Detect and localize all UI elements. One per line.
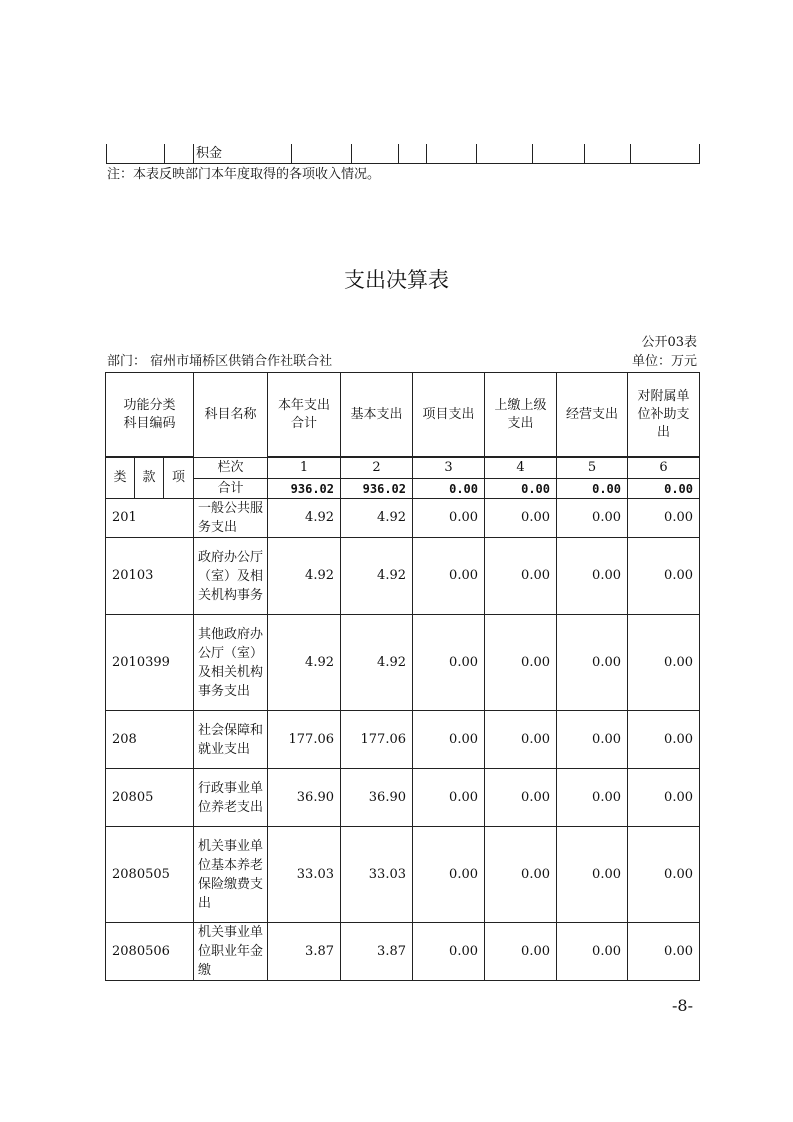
header-col-6: 6 xyxy=(628,458,700,479)
row-name: 一般公共服务支出 xyxy=(194,499,268,538)
fragment-cell xyxy=(292,144,352,164)
row-name: 行政事业单位养老支出 xyxy=(194,769,268,827)
sum-value: 936.02 xyxy=(268,479,341,499)
row-value: 0.00 xyxy=(628,827,700,923)
fragment-cell xyxy=(427,144,477,164)
fragment-cell xyxy=(165,144,194,164)
row-value: 0.00 xyxy=(485,615,557,711)
row-name: 社会保障和就业支出 xyxy=(194,711,268,769)
unit-label: 单位：万元 xyxy=(631,354,697,369)
header-col-1: 1 xyxy=(268,458,341,479)
fragment-cell xyxy=(585,144,631,164)
row-value: 0.00 xyxy=(557,769,628,827)
sum-value: 0.00 xyxy=(557,479,628,499)
row-name: 机关事业单位基本养老保险缴费支出 xyxy=(194,827,268,923)
header-lei: 类 xyxy=(106,458,135,499)
row-code: 20103 xyxy=(106,538,194,615)
row-value: 3.87 xyxy=(341,923,413,981)
page-number: -8- xyxy=(672,996,693,1015)
row-value: 0.00 xyxy=(413,769,485,827)
fragment-cell xyxy=(477,144,533,164)
fragment-cell xyxy=(399,144,427,164)
row-value: 4.92 xyxy=(341,615,413,711)
table-row xyxy=(106,769,700,827)
fragment-cell xyxy=(352,144,399,164)
row-name: 其他政府办公厅（室）及相关机构事务支出 xyxy=(194,615,268,711)
row-value: 4.92 xyxy=(268,538,341,615)
fragment-cell-text: 积金 xyxy=(194,144,292,164)
row-value: 4.92 xyxy=(341,538,413,615)
row-code: 2080505 xyxy=(106,827,194,923)
row-code: 20805 xyxy=(106,769,194,827)
header-col-4: 4 xyxy=(485,458,557,479)
header-total: 本年支出合计 xyxy=(268,373,341,457)
header-project: 项目支出 xyxy=(413,373,485,457)
fragment-cell xyxy=(533,144,585,164)
row-code: 2080506 xyxy=(106,923,194,981)
row-value: 0.00 xyxy=(485,499,557,538)
row-value: 4.92 xyxy=(268,499,341,538)
expenditure-table xyxy=(105,372,699,981)
row-value: 0.00 xyxy=(485,827,557,923)
row-value: 0.00 xyxy=(485,769,557,827)
row-name: 政府办公厅（室）及相关机构事务 xyxy=(194,538,268,615)
header-kuan: 款 xyxy=(135,458,164,499)
row-value: 0.00 xyxy=(557,827,628,923)
row-value: 4.92 xyxy=(268,615,341,711)
fragment-cell xyxy=(107,144,165,164)
row-value: 0.00 xyxy=(485,711,557,769)
row-code: 201 xyxy=(106,499,194,538)
sum-value: 0.00 xyxy=(485,479,557,499)
row-value: 0.00 xyxy=(413,827,485,923)
department-label: 部门： 宿州市埇桥区供销合作社联合社 xyxy=(107,354,333,369)
table-row xyxy=(106,711,700,769)
previous-table-fragment xyxy=(106,144,699,164)
header-col-2: 2 xyxy=(341,458,413,479)
row-value: 0.00 xyxy=(557,615,628,711)
row-value: 33.03 xyxy=(268,827,341,923)
row-value: 0.00 xyxy=(485,538,557,615)
table-row xyxy=(106,499,700,538)
row-value: 0.00 xyxy=(413,711,485,769)
row-value: 177.06 xyxy=(341,711,413,769)
row-value: 0.00 xyxy=(557,923,628,981)
table-row xyxy=(106,923,700,981)
header-xiang: 项 xyxy=(164,458,194,499)
header-business: 经营支出 xyxy=(557,373,628,457)
table-note: 注：本表反映部门本年度取得的各项收入情况。 xyxy=(107,167,381,182)
row-code: 208 xyxy=(106,711,194,769)
table-row xyxy=(106,615,700,711)
header-func-code: 功能分类科目编码 xyxy=(106,373,194,457)
header-col-3: 3 xyxy=(413,458,485,479)
row-name: 机关事业单位职业年金缴 xyxy=(194,923,268,981)
row-value: 0.00 xyxy=(557,538,628,615)
row-value: 0.00 xyxy=(413,615,485,711)
table-row xyxy=(106,538,700,615)
row-value: 0.00 xyxy=(628,615,700,711)
sum-value: 0.00 xyxy=(628,479,700,499)
row-value: 0.00 xyxy=(628,538,700,615)
header-col-5: 5 xyxy=(557,458,628,479)
page-title: 支出决算表 xyxy=(344,268,449,292)
row-value: 177.06 xyxy=(268,711,341,769)
row-value: 0.00 xyxy=(413,923,485,981)
sum-label: 合计 xyxy=(194,479,268,499)
form-number: 公开03表 xyxy=(641,335,697,350)
sum-value: 0.00 xyxy=(413,479,485,499)
header-basic: 基本支出 xyxy=(341,373,413,457)
row-value: 0.00 xyxy=(413,499,485,538)
header-submit: 上缴上级支出 xyxy=(485,373,557,457)
row-value: 36.90 xyxy=(341,769,413,827)
header-subject-name: 科目名称 xyxy=(194,373,268,458)
header-subsidy: 对附属单位补助支出 xyxy=(628,373,700,457)
row-value: 36.90 xyxy=(268,769,341,827)
row-value: 0.00 xyxy=(628,711,700,769)
row-value: 4.92 xyxy=(341,499,413,538)
row-value: 3.87 xyxy=(268,923,341,981)
row-value: 0.00 xyxy=(557,499,628,538)
row-value: 0.00 xyxy=(413,538,485,615)
table-row xyxy=(106,827,700,923)
row-value: 0.00 xyxy=(628,923,700,981)
header-lanci: 栏次 xyxy=(194,458,268,479)
row-code: 2010399 xyxy=(106,615,194,711)
row-value: 0.00 xyxy=(485,923,557,981)
fragment-cell xyxy=(631,144,700,164)
row-value: 33.03 xyxy=(341,827,413,923)
row-value: 0.00 xyxy=(628,499,700,538)
row-value: 0.00 xyxy=(557,711,628,769)
row-value: 0.00 xyxy=(628,769,700,827)
sum-value: 936.02 xyxy=(341,479,413,499)
